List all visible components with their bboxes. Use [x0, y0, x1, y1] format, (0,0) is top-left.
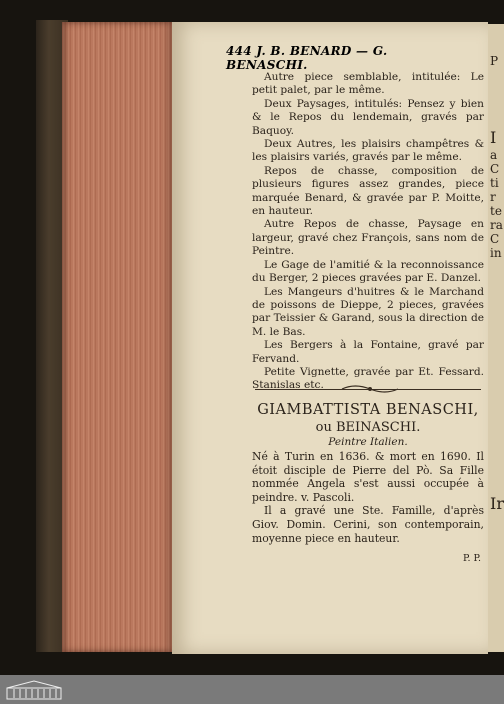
entry: Autre Repos de chasse, Paysage en largeur, gravé chez François, sans nom de Peintre. [252, 218, 484, 258]
entry: Repos de chasse, composition de plusieurs figures assez grandes, piece marquée Benard, & gravée par P. Moitte, en hauteur. [252, 164, 484, 218]
entry: Les Mangeurs d'huitres & le Marchand de poissons de Dieppe, 2 pieces, gravées par Teissier & Garand, sous la direction de M. le Bas. [252, 285, 484, 338]
library-logo-icon [6, 680, 62, 700]
footer-bar [0, 675, 504, 704]
entry: Deux Paysages, intitulés: Pensez y bien & le Repos du lendemain, gravés par Baquoy. [252, 97, 484, 137]
bio-paragraph: Il a gravé une Ste. Famille, d'après Giov. Domin. Cerini, son contemporain, moyenne piece en hauteur. [252, 504, 484, 545]
signature: P. P. [463, 553, 481, 564]
bio-paragraph: Né à Turin en 1636. & mort en 1690. Il étoit disciple de Pierre del Pò. Sa Fille nommée Angela s'est aussi occupée à peindre. v. Pascoli. [252, 450, 484, 504]
artist-bio [252, 450, 484, 545]
facing-page-fragment: P I a C ti r te ra C in Ir [488, 24, 504, 652]
entry: Petite Vignette, gravée par Et. Fessard. Stanislas etc. [252, 365, 484, 392]
catalogue-entries [252, 71, 484, 393]
artist-role: Peintre Italien. [328, 436, 408, 448]
page-edges [62, 22, 174, 652]
entry: Les Bergers à la Fontaine, gravé par Fervand. [252, 339, 484, 365]
entry: Le Gage de l'amitié & la reconnoissance du Berger, 2 pieces gravées par E. Danzel. [252, 258, 484, 285]
running-header: 444 J. B. BENARD — G. BENASCHI. [226, 44, 388, 72]
entry: Deux Autres, les plaisirs champêtres & les plaisirs variés, gravés par le même. [252, 138, 484, 164]
ornament-icon [340, 383, 400, 395]
artist-name: GIAMBATTISTA BENASCHI, [257, 402, 479, 418]
entry: Autre piece semblable, intitulée: Le petit palet, par le même. [252, 71, 484, 97]
artist-alt-name: ou BEINASCHI. [315, 420, 421, 435]
